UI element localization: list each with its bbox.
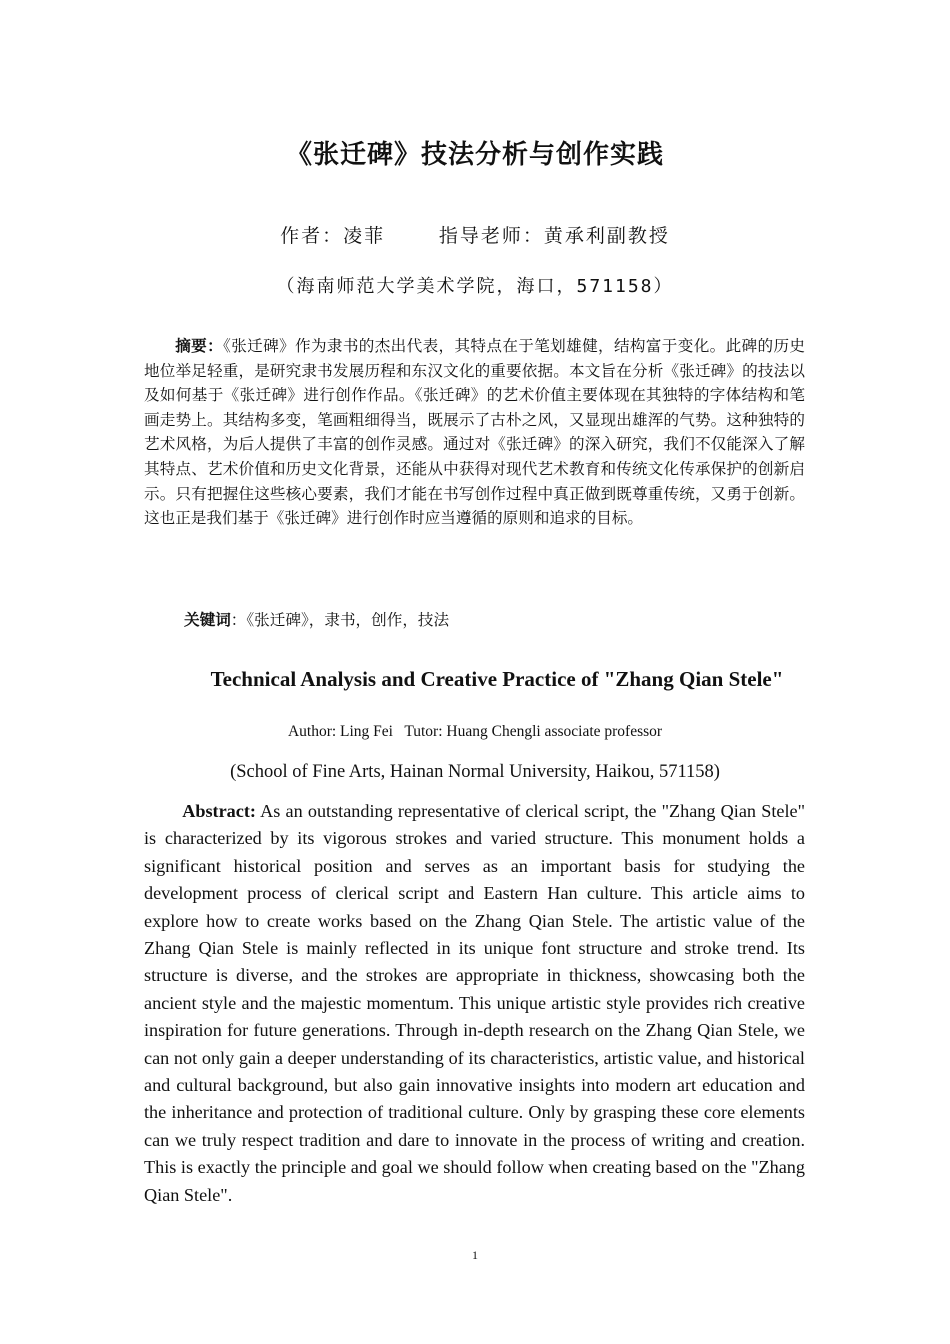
- english-author-line: Author: Ling Fei Tutor: Huang Chengli associate professor: [287, 723, 663, 740]
- chinese-abstract-label: 摘要：: [175, 337, 224, 355]
- english-abstract-label: Abstract:: [182, 801, 256, 821]
- chinese-title: 《张迁碑》技法分析与创作实践: [285, 140, 664, 170]
- english-abstract: [144, 798, 805, 1209]
- english-title: Technical Analysis and Creative Practice of "Zhang Qian Stele": [210, 667, 784, 691]
- chinese-author-line: 作者：凌菲 指导老师：黄承利副教授: [280, 225, 670, 247]
- page-number: 1: [472, 1248, 478, 1262]
- chinese-keywords: [184, 608, 804, 632]
- chinese-keywords-text: ：《张迁碑》，隶书，创作，技法: [230, 611, 450, 629]
- english-affiliation: (School of Fine Arts, Hainan Normal University, Haikou, 571158): [230, 762, 720, 782]
- chinese-abstract-text: 《张迁碑》作为隶书的杰出代表，其特点在于笔划雄健，结构富于变化。此碑的历史地位举足轻重，是研究隶书发展历程和东汉文化的重要依据。本文旨在分析《张迁碑》的技法以及如何基于《张迁碑》进行创作作品。《张迁碑》的艺术价值主要体现在其独特的字体结构和笔画走势上。其结构多变，笔画粗细得当，既展示了古朴之风，又显现出雄浑的气势。这种独特的艺术风格，为后人提供了丰富的创作灵感。通过对《张迁碑》的深入研究，我们不仅能深入了解其特点、艺术价值和历史文化背景，还能从中获得对现代艺术教育和传统文化传承保护的创新启示。只有把握住这些核心要素，我们才能在书写创作过程中真正做到既尊重传统，又勇于创新。这也正是我们基于《张迁碑》进行创作时应当遵循的原则和追求的目标。: [144, 337, 805, 528]
- chinese-keywords-label: 关键词: [184, 611, 231, 629]
- chinese-abstract: [144, 334, 805, 531]
- english-abstract-text: As an outstanding representative of clerical script, the "Zhang Qian Stele" is characterized by its vigorous strokes and varied structure. This monument holds a significant historical position and serves as an important basis for studying the development process of clerical script and Eastern Han culture. This article aims to explore how to create works based on the Zhang Qian Stele. The artistic value of the Zhang Qian Stele is mainly reflected in its unique font structure and stroke trend. Its structure is diverse, and the strokes are appropriate in thickness, showcasing both the ancient style and the majestic momentum. This unique artistic style provides rich creative inspiration for future generations. Through in-depth research on the Zhang Qian Stele, we can not only gain a deeper understanding of its characteristics, artistic value, and historical and cultural background, but also gain innovative insights into modern art education and the inheritance and protection of traditional culture. Only by grasping these core elements can we truly respect tradition and dare to innovate in the process of writing and creation. This is exactly the principle and goal we should follow when creating based on the "Zhang Qian Stele".: [144, 801, 805, 1205]
- chinese-affiliation: （海南师范大学美术学院，海口，571158）: [276, 276, 674, 297]
